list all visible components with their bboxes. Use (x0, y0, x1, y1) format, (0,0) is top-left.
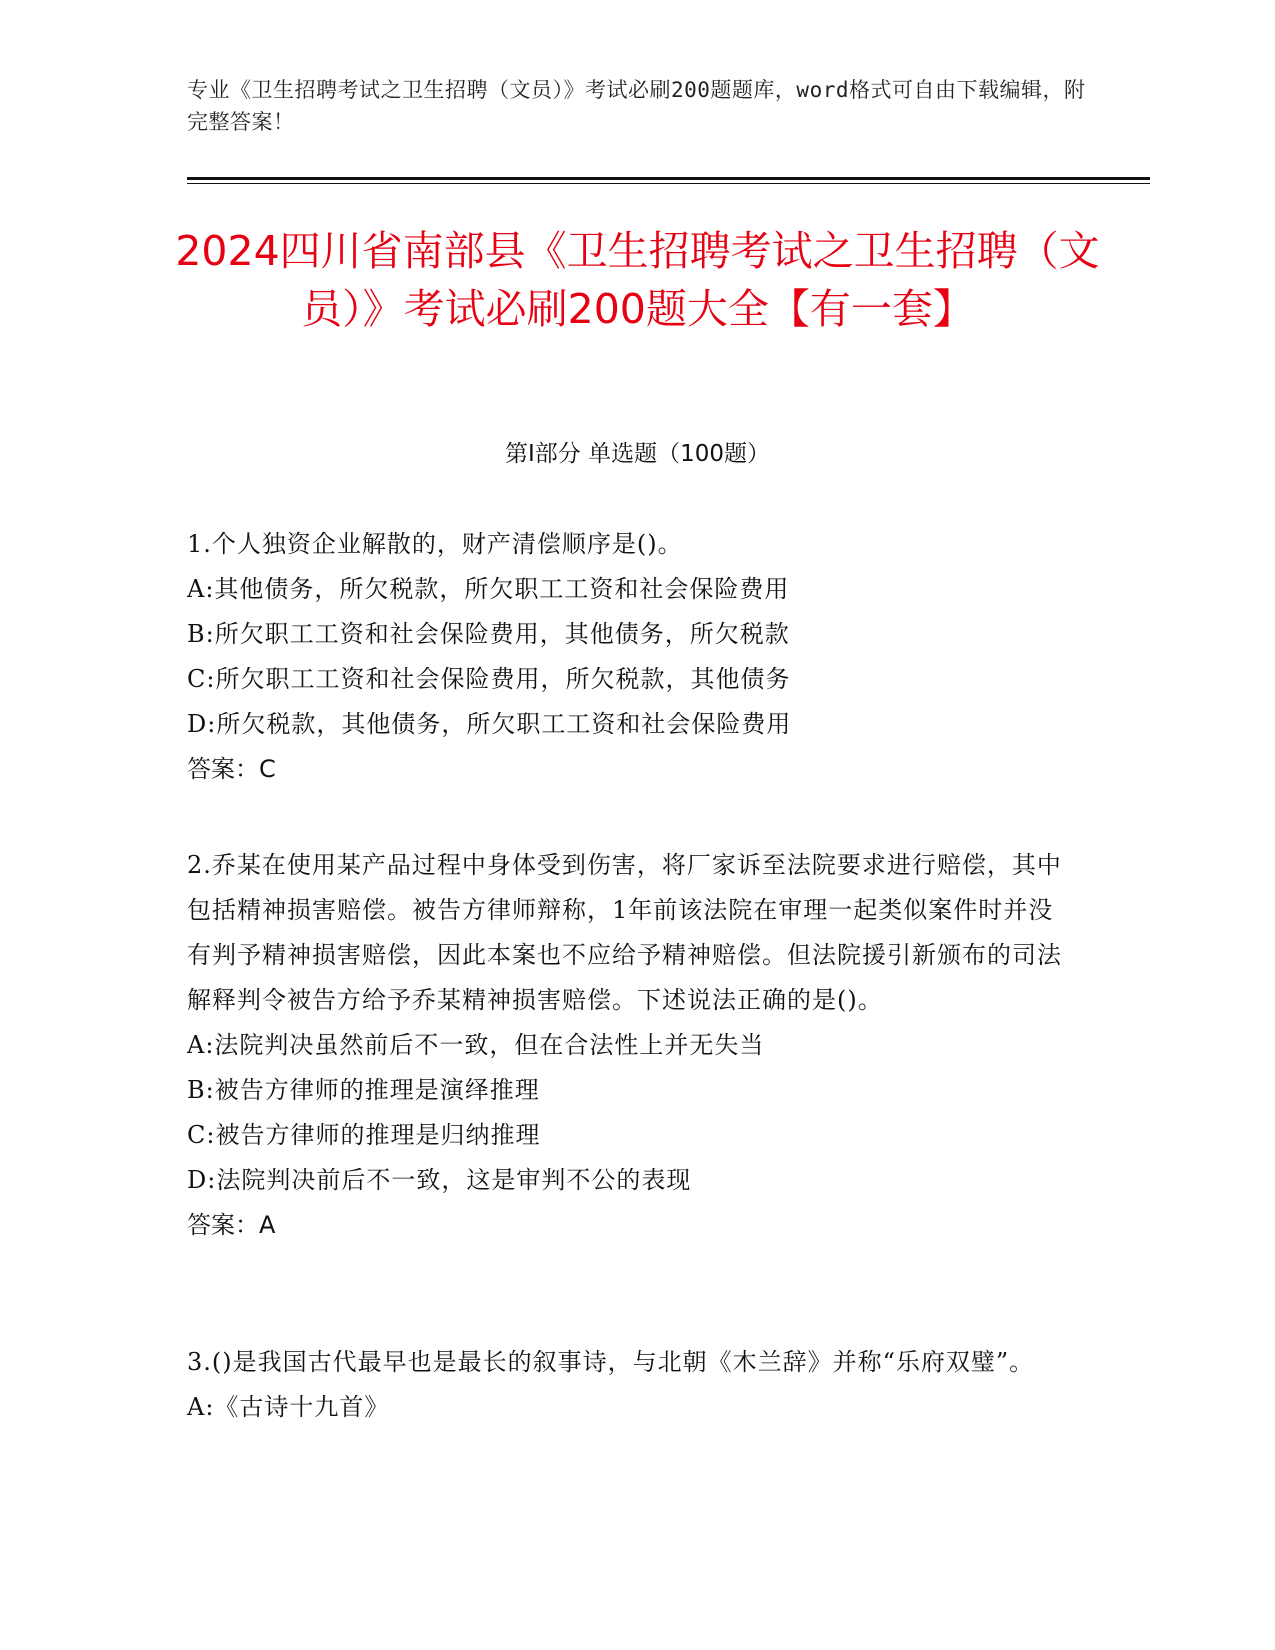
option-a: A:法院判决虽然前后不一致，但在合法性上并无失当 (187, 1031, 765, 1059)
option-b: B:被告方律师的推理是演绎推理 (187, 1076, 540, 1104)
question-3 (187, 1340, 1077, 1430)
header-note: 专业《卫生招聘考试之卫生招聘（文员）》考试必刷200题题库，word格式可自由下载编辑，附完整答案！ (187, 78, 1086, 134)
question-stem: 1.个人独资企业解散的，财产清偿顺序是()。 (187, 530, 683, 558)
option-b: B:所欠职工工资和社会保险费用，其他债务，所欠税款 (187, 620, 790, 648)
question-2 (187, 843, 1077, 1248)
option-c: C:所欠职工工资和社会保险费用，所欠税款，其他债务 (187, 665, 791, 693)
document-title: 2024四川省南部县《卫生招聘考试之卫生招聘（文员）》考试必刷200题大全【有一套】 (175, 227, 1100, 333)
option-d: D:法院判决前后不一致，这是审判不公的表现 (187, 1166, 692, 1194)
question-stem: 3.()是我国古代最早也是最长的叙事诗，与北朝《木兰辞》并称“乐府双璧”。 (187, 1348, 1035, 1376)
question-1 (187, 522, 1077, 792)
answer: 答案：A (187, 1211, 276, 1239)
question-stem: 2.乔某在使用某产品过程中身体受到伤害，将厂家诉至法院要求进行赔偿，其中包括精神损害赔偿。被告方律师辩称，1年前该法院在审理一起类似案件时并没有判予精神损害赔偿，因此本案也不应给予精神赔偿。但法院援引新颁布的司法解释判令被告方给予乔某精神损害赔偿。下述说法正确的是()。 (187, 851, 1062, 1014)
header-divider-thick (187, 177, 1150, 180)
section-heading: 第I部分 单选题（100题） (505, 441, 770, 467)
option-c: C:被告方律师的推理是归纳推理 (187, 1121, 541, 1149)
option-a: A:其他债务，所欠税款，所欠职工工资和社会保险费用 (187, 575, 790, 603)
header-divider-thin (187, 183, 1150, 184)
option-a: A:《古诗十九首》 (187, 1393, 390, 1421)
answer: 答案：C (187, 755, 276, 783)
option-d: D:所欠税款，其他债务，所欠职工工资和社会保险费用 (187, 710, 792, 738)
